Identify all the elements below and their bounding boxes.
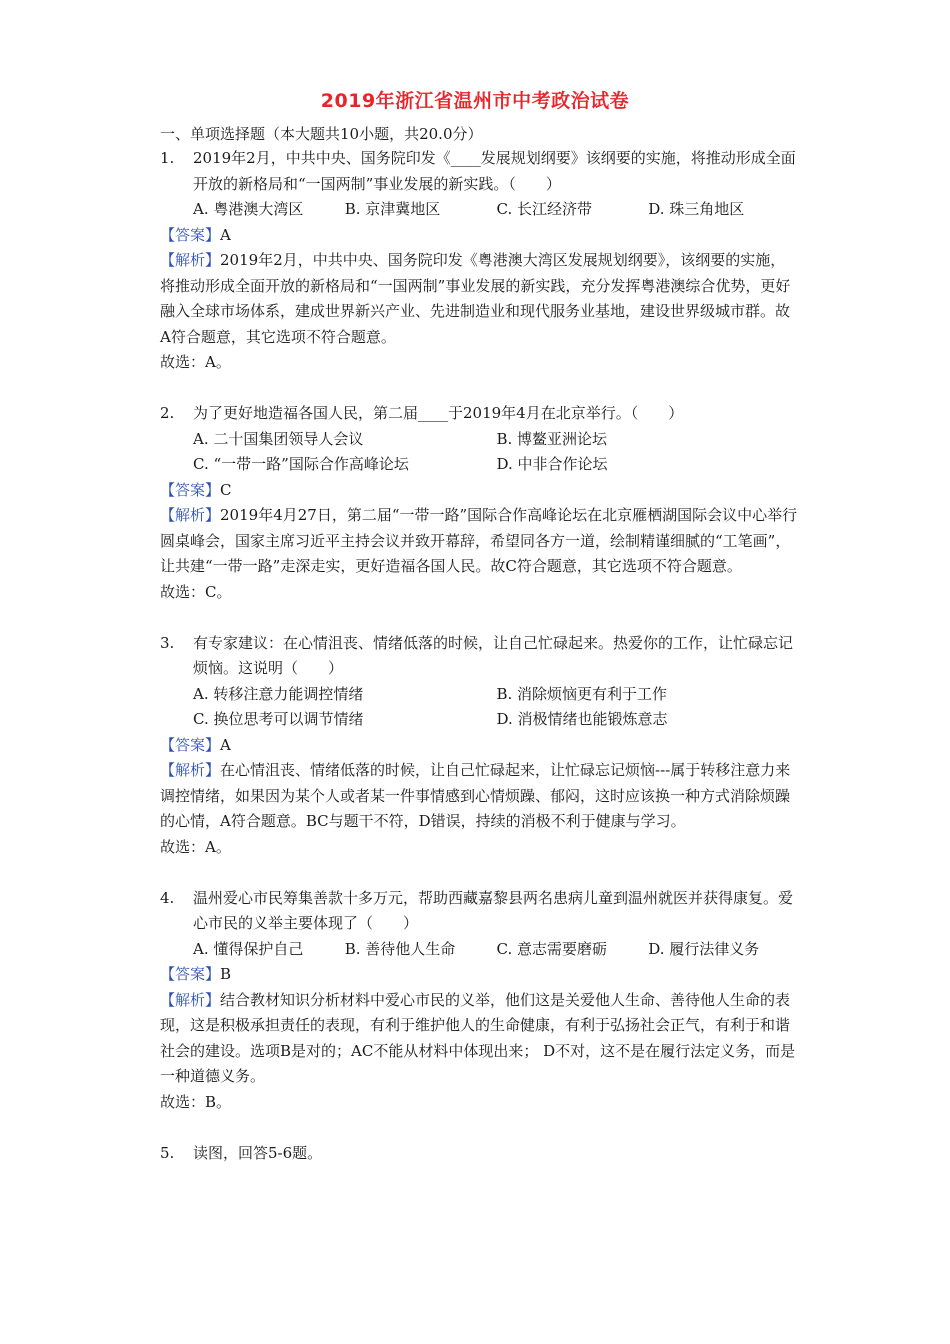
question-number: 1.: [160, 149, 175, 167]
option-b: B. 善待他人生命: [344, 939, 456, 958]
option-a: A. 粤港澳大湾区: [193, 200, 304, 218]
answer-3: [160, 733, 800, 759]
answer-value: A: [220, 735, 231, 754]
analysis-text: 2019年4月27日，第二届“一带一路”国际合作高峰论坛在北京雁栖湖国际会议中心举行圆桌峰会，国家主席习近平主持会议并致开幕辞，希望同各方一道，绘制精谨细腻的“工笔画”，让共建“一带一路”走深走实，更好造福各国人民。故C符合题意，其它选项不符合题意。: [160, 506, 798, 575]
option-d: D. 中非合作论坛: [496, 455, 608, 473]
question-1: [160, 146, 800, 197]
analysis-tag: 【解析】: [160, 990, 221, 1009]
option-b: B. 博鳌亚洲论坛: [496, 429, 608, 448]
answer-1: [160, 223, 800, 249]
question-list: [160, 146, 800, 1166]
choice-1: 故选：A。: [160, 353, 231, 371]
answer-tag: 【答案】: [160, 965, 221, 983]
question-stem: 有专家建议：在心情沮丧、情绪低落的时候，让自己忙碌起来。热爱你的工作，让忙碌忘记烦恼。这说明（ ）: [193, 633, 794, 677]
analysis-text: 2019年2月，中共中央、国务院印发《粤港澳大湾区发展规划纲要》，该纲要的实施，将推动形成全面开放的新格局和“一国两制”事业发展的新实践，充分发挥粤港澳综合优势，更好融入全球市场体系，建成世界新兴产业、先进制造业和现代服务业基地，建设世界级城市群。故A符合题意，其它选项不符合题意。: [160, 251, 791, 346]
section-heading: 一、单项选择题（本大题共10小题，共20.0分）: [160, 125, 483, 143]
question-4: [160, 886, 800, 937]
option-c: C. 意志需要磨砺: [496, 939, 607, 958]
option-c: C. 长江经济带: [496, 200, 592, 218]
option-b: B. 消除烦恼更有利于工作: [496, 684, 668, 703]
choice-3: 故选：A。: [160, 837, 231, 856]
question-number: 5.: [160, 1143, 175, 1162]
option-a: A. 懂得保护自己: [193, 939, 304, 958]
answer-4: [160, 962, 800, 988]
question-number: 2.: [160, 404, 175, 422]
option-c: C. “一带一路”国际合作高峰论坛: [193, 455, 409, 473]
question-number: 3.: [160, 633, 175, 652]
question-2: [160, 401, 800, 427]
option-d: D. 珠三角地区: [648, 200, 745, 218]
option-d: D. 消极情绪也能锻炼意志: [496, 710, 668, 728]
answer-2: [160, 478, 800, 504]
choice-2: 故选：C。: [160, 582, 232, 601]
analysis-tag: 【解析】: [160, 761, 221, 779]
option-a: A. 转移注意力能调控情绪: [193, 684, 364, 703]
question-stem: 读图，回答5-6题。: [193, 1143, 323, 1162]
option-a: A. 二十国集团领导人会议: [193, 429, 364, 448]
option-c: C. 换位思考可以调节情绪: [193, 710, 364, 728]
answer-tag: 【答案】: [160, 735, 221, 754]
analysis-text: 在心情沮丧、情绪低落的时候，让自己忙碌起来，让忙碌忘记烦恼---属于转移注意力来调控情绪，如果因为某个人或者某一件事情感到心情烦躁、郁闷，这时应该换一种方式消除烦躁的心情，A符合题意。BC与题干不符，D错误，持续的消极不利于健康与学习。: [160, 761, 791, 830]
page-title: 2019年浙江省温州市中考政治试卷: [320, 90, 630, 112]
options-3: [160, 682, 800, 733]
choice-4: 故选：B。: [160, 1092, 232, 1111]
analysis-2: [160, 503, 800, 580]
answer-value: B: [220, 965, 232, 983]
analysis-1: [160, 248, 800, 350]
option-b: B. 京津冀地区: [344, 200, 441, 218]
question-3: [160, 631, 800, 682]
analysis-4: [160, 988, 800, 1090]
options-4: [160, 937, 800, 963]
analysis-tag: 【解析】: [160, 506, 221, 524]
question-stem: 温州爱心市民筹集善款十多万元，帮助西藏嘉黎县两名患病儿童到温州就医并获得康复。爱心市民的义举主要体现了（ ）: [193, 888, 794, 932]
answer-value: C: [220, 480, 232, 499]
question-number: 4.: [160, 888, 175, 907]
analysis-3: [160, 758, 800, 835]
options-2: [160, 427, 800, 478]
answer-tag: 【答案】: [160, 225, 221, 244]
question-5: [160, 1141, 800, 1167]
question-stem: 2019年2月，中共中央、国务院印发《____发展规划纲要》该纲要的实施，将推动形成全面开放的新格局和“一国两制”事业发展的新实践。（ ）: [193, 149, 796, 193]
option-d: D. 履行法律义务: [648, 939, 760, 958]
answer-value: A: [220, 225, 231, 244]
analysis-tag: 【解析】: [160, 251, 221, 269]
question-stem: 为了更好地造福各国人民，第二届____于2019年4月在北京举行。（ ）: [193, 404, 684, 422]
options-1: [160, 197, 800, 223]
analysis-text: 结合教材知识分析材料中爱心市民的义举，他们这是关爱他人生命、善待他人生命的表现，这是积极承担责任的表现，有利于维护他人的生命健康，有利于弘扬社会正气，有利于和谐社会的建设。选项B是对的；AC不能从材料中体现出来； D不对，这不是在履行法定义务，而是一种道德义务。: [160, 990, 796, 1085]
answer-tag: 【答案】: [160, 480, 221, 499]
